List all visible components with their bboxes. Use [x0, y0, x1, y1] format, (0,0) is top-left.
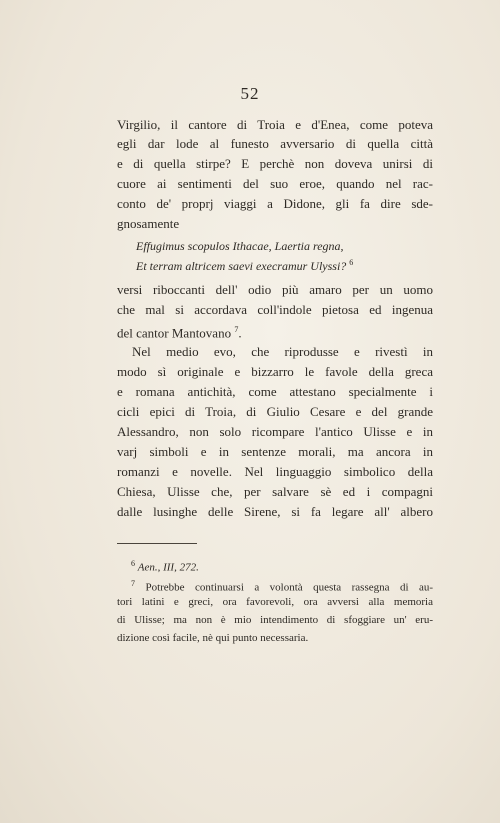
- footnote-text: Potrebbe continuarsi a volontà questa rassegna di au-: [145, 581, 434, 594]
- text-line: varj simboli e in sentenze morali, ma ancora in: [117, 444, 433, 459]
- footnote-7-line: tori latini e greci, ora favorevoli, ora avversi alla memoria: [117, 596, 433, 608]
- verse-text: Et terram altricem saevi execramur Ulyssi?: [136, 259, 347, 273]
- text-line: versi riboccanti dell' odio più amaro per un uomo: [117, 282, 433, 297]
- text-line: egli dar lode al funesto avversario di quella città: [117, 136, 433, 151]
- text-line: dalle lusinghe delle Sirene, si fa legare all' albero: [117, 504, 433, 519]
- footnote-7-line: [131, 576, 433, 596]
- text-line: gnosamente: [117, 216, 180, 231]
- footnote-ref-6: 6: [349, 258, 354, 267]
- text-line: cicli epici di Troia, di Giulio Cesare e del grande: [117, 404, 433, 419]
- text-line: modo sì originale e bizzarro le favole della greca: [117, 364, 433, 379]
- footnote-7-line: dizione così facile, nè qui punto necessaria.: [117, 632, 309, 644]
- footnote-mark: 6: [131, 559, 135, 568]
- footnote-6: [131, 556, 433, 576]
- text-line: Virgilio, il cantore di Troia e d'Enea, come poteva: [117, 117, 433, 132]
- text-fragment: del cantor Mantovano: [117, 325, 232, 341]
- text-line: romanzi e novelle. Nel linguaggio simbolico della: [117, 464, 433, 479]
- verse-line: [136, 258, 353, 274]
- text-line: conto de' proprj viaggi a Didone, gli fa dire sde-: [117, 196, 433, 211]
- text-line: Alessandro, non solo ricompare l'antico Ulisse e in: [117, 424, 433, 439]
- text-line: Nel medio evo, che riprodusse e rivestì in: [132, 344, 433, 359]
- footnote-separator: [117, 543, 197, 544]
- text-line: che mal si accordava coll'indole pietosa ed ingenua: [117, 302, 433, 317]
- text-line: e di quella stirpe? E perchè non doveva unirsi di: [117, 156, 433, 171]
- text-line: Chiesa, Ulisse che, per salvare sè ed i compagni: [117, 484, 433, 499]
- footnote-mark: 7: [131, 579, 135, 588]
- page-number: 52: [240, 84, 260, 103]
- footnote-ref-7: 7: [234, 325, 239, 334]
- verse-line: Effugimus scopulos Ithacae, Laertia regna,: [136, 239, 344, 253]
- footnote-text: Aen., III, 272.: [137, 561, 199, 574]
- text-line: cuore ai sentimenti del suo eroe, quando nel rac-: [117, 176, 433, 191]
- footnote-7-line: di Ulisse; ma non è mio intendimento di sfoggiare un' eru-: [117, 614, 433, 626]
- text-line: e romana antichità, come attestano specialmente i: [117, 384, 433, 399]
- text-line: del cantor Mantovano $^7$.: [117, 325, 242, 341]
